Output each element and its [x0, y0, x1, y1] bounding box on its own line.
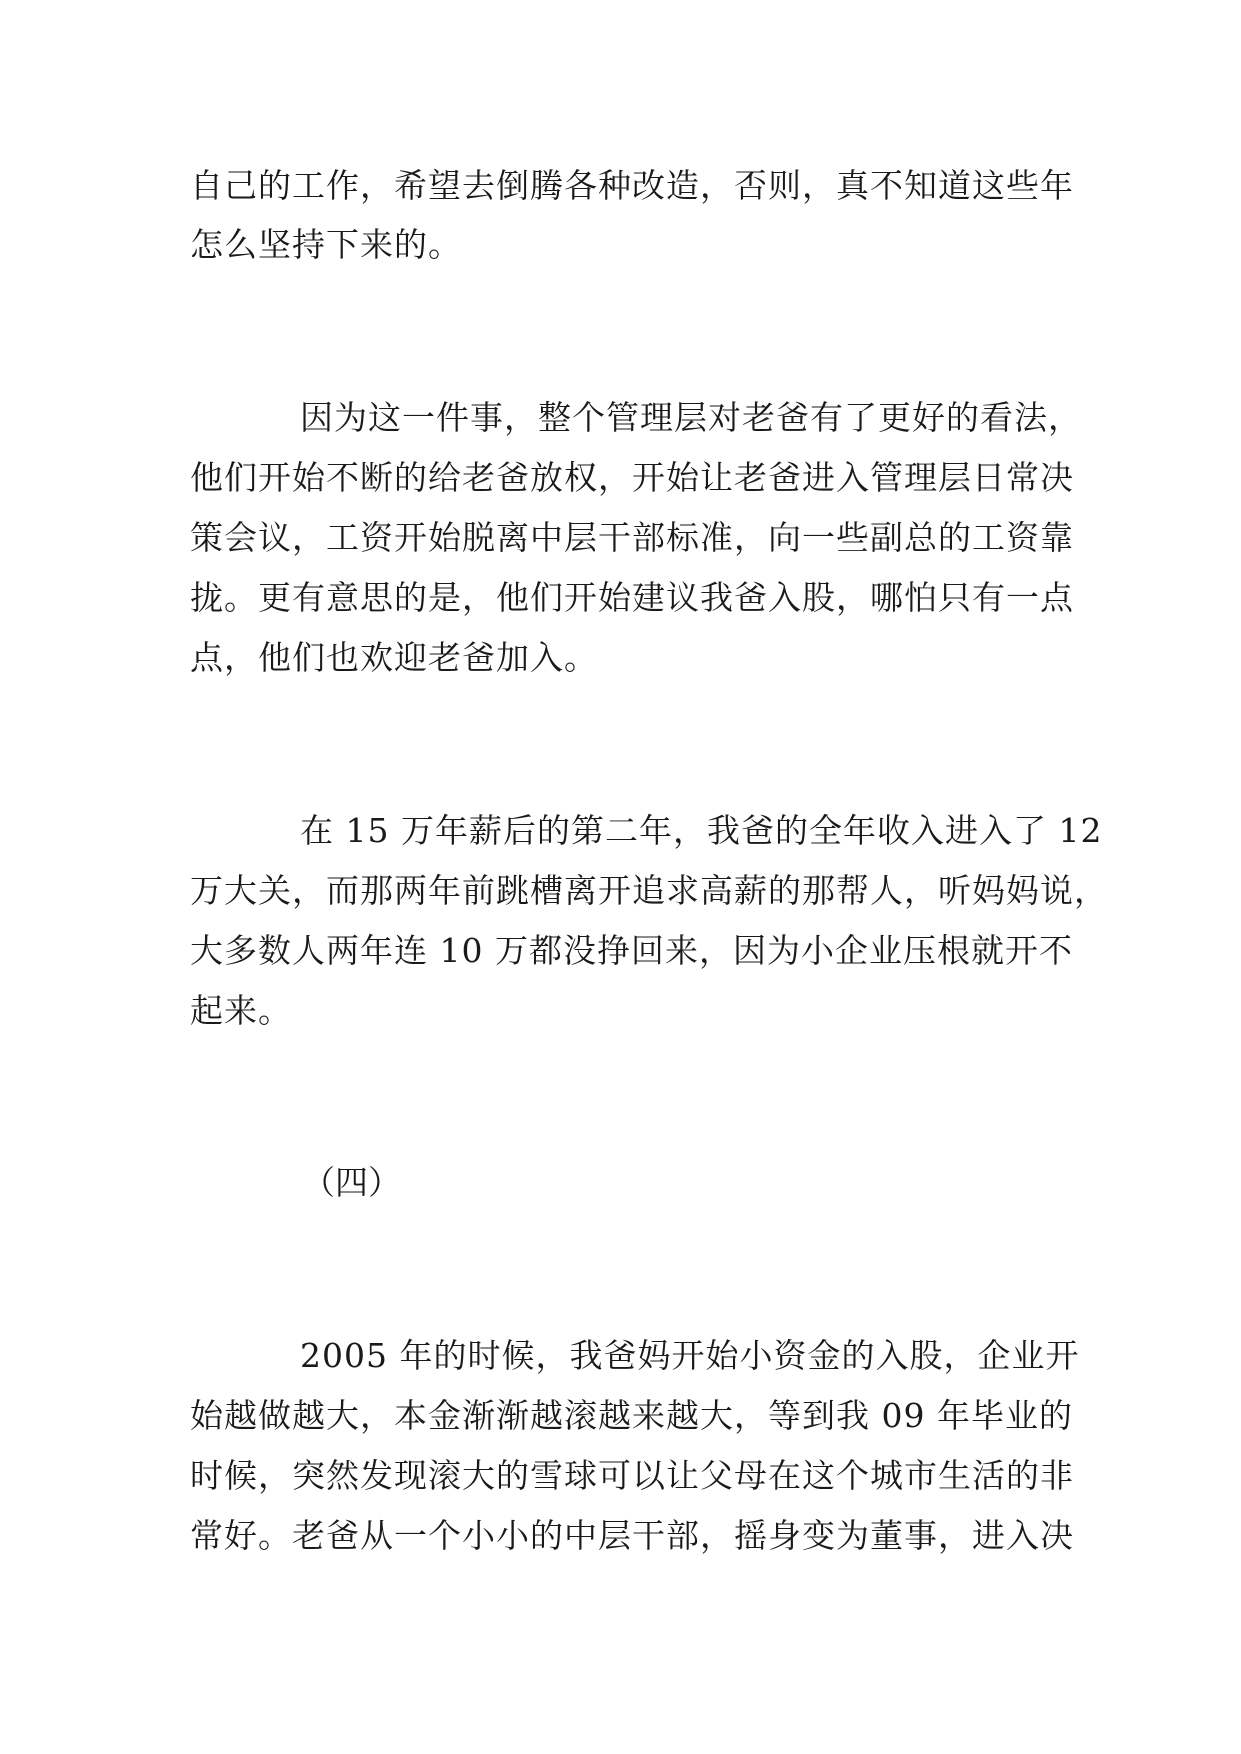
- text-line: 在 15 万年薪后的第二年，我爸的全年收入进入了 12: [300, 811, 1103, 850]
- text-line: 自己的工作，希望去倒腾各种改造，否则，真不知道这些年: [190, 166, 1074, 205]
- text-line: 因为这一件事，整个管理层对老爸有了更好的看法，: [300, 398, 1082, 437]
- section-heading: （四）: [302, 1163, 401, 1202]
- text-line: 起来。: [190, 991, 292, 1030]
- text-line: 2005 年的时候，我爸妈开始小资金的入股，企业开: [300, 1336, 1080, 1375]
- text-line: 大多数人两年连 10 万都没挣回来，因为小企业压根就开不: [190, 931, 1073, 970]
- text-line: 万大关，而那两年前跳槽离开追求高薪的那帮人，听妈妈说，: [190, 871, 1108, 910]
- text-line: 始越做越大，本金渐渐越滚越来越大，等到我 09 年毕业的: [190, 1396, 1073, 1435]
- text-line: 时候，突然发现滚大的雪球可以让父母在这个城市生活的非: [190, 1456, 1074, 1495]
- text-line: 怎么坚持下来的。: [190, 225, 462, 264]
- text-line: 点，他们也欢迎老爸加入。: [190, 638, 598, 677]
- text-line: 常好。老爸从一个小小的中层干部，摇身变为董事，进入决: [190, 1516, 1074, 1555]
- text-line: 他们开始不断的给老爸放权，开始让老爸进入管理层日常决: [190, 458, 1074, 497]
- text-line: 拢。更有意思的是，他们开始建议我爸入股，哪怕只有一点: [190, 578, 1074, 617]
- text-line: 策会议，工资开始脱离中层干部标准，向一些副总的工资靠: [190, 518, 1074, 557]
